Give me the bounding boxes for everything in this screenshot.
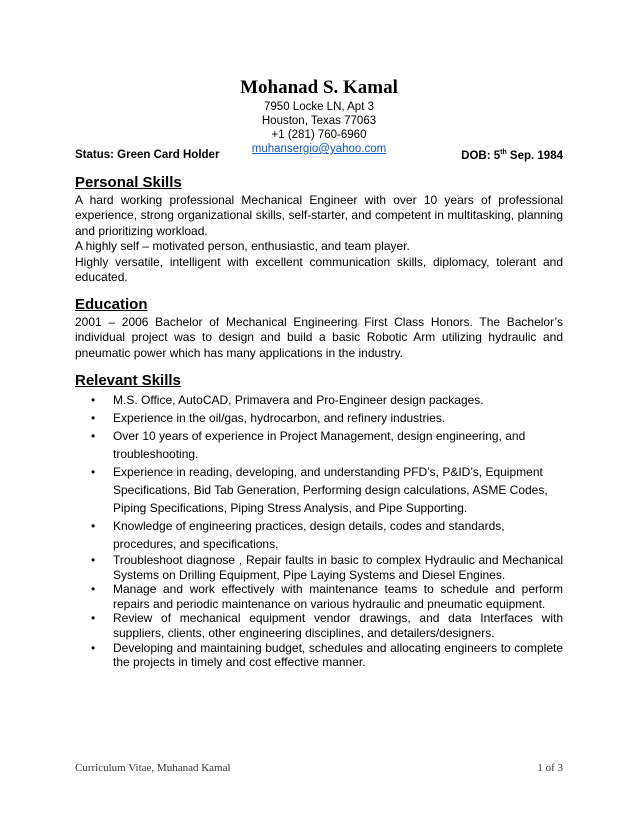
list-item: • Experience in reading, developing, and understanding PFD’s, P&ID’s, Equipment Specifications, Bid Tab Generation, Performing design calculations, ASME Codes, Piping Specifications, Piping Stress Analysis, and Pipe Supporting.	[91, 465, 548, 515]
list-item: • M.S. Office, AutoCAD, Primavera and Pro-Engineer design packages.	[91, 393, 484, 407]
address-line-1: 7950 Locke LN, Apt 3	[264, 101, 374, 113]
list-item: • Knowledge of engineering practices, design details, codes and standards, procedures, and specifications,	[91, 519, 505, 551]
personal-skills-paragraph: Highly versatile, intelligent with excellent communication skills, diplomacy, tolerant and educated.	[75, 254, 563, 285]
candidate-name: Mohanad S. Kamal	[240, 77, 398, 98]
personal-skills-paragraph: A highly self – motivated person, enthusiastic, and team player.	[75, 239, 410, 254]
resume-header	[0, 76, 638, 156]
personal-skills-section	[75, 174, 563, 285]
list-item: • Developing and maintaining budget, schedules and allocating engineers to complete the projects in timely and cost effective manner.	[91, 640, 563, 670]
email-link[interactable]: muhansergio@yahoo.com	[251, 143, 387, 155]
personal-skills-paragraph: A hard working professional Mechanical Engineer with over 10 years of professional experience, strong organizational skills, self-starter, and competent in multitasking, planning and prioritizing workload.	[75, 193, 563, 238]
education-section	[75, 296, 563, 361]
page-number: 1 of 3	[537, 762, 563, 774]
list-item: • Experience in the oil/gas, hydrocarbon, and refinery industries.	[91, 411, 446, 425]
list-item: • Troubleshoot diagnose , Repair faults in basic to complex Hydraulic and Mechanical Systems on Drilling Equipment, Pipe Laying Systems and Diesel Engines.	[91, 553, 563, 582]
status-label: Status: Green Card Holder	[75, 149, 220, 161]
skills-list	[75, 391, 563, 670]
list-item: • Review of mechanical equipment vendor drawings, and data Interfaces with suppliers, clients, other engineering disciplines, and detailers/designers.	[91, 611, 563, 640]
list-item: • Manage and work effectively with maintenance teams to schedule and perform repairs and periodic maintenance on various hydraulic and pneumatic equipment.	[91, 582, 563, 611]
page-footer	[75, 762, 563, 774]
education-text: 2001 – 2006 Bachelor of Mechanical Engineering First Class Honors. The Bachelor’s individual project was to design and build a basic Robotic Arm utilizing hydraulic and pneumatic power which has many applications in the industry.	[75, 315, 563, 360]
address-line-2: Houston, Texas 77063	[261, 115, 377, 127]
footer-title: Curriculum Vitae, Muhanad Kamal	[75, 762, 231, 774]
phone-number: +1 (281) 760-6960	[271, 129, 367, 141]
education-heading: Education	[75, 296, 148, 313]
personal-skills-heading: Personal Skills	[75, 174, 182, 191]
relevant-skills-heading: Relevant Skills	[75, 372, 181, 389]
list-item: • Over 10 years of experience in Project Management, design engineering, and troubleshooting.	[91, 429, 526, 461]
relevant-skills-section	[75, 372, 563, 670]
dob-label: DOB: 5th Sep. 1984	[461, 149, 563, 162]
